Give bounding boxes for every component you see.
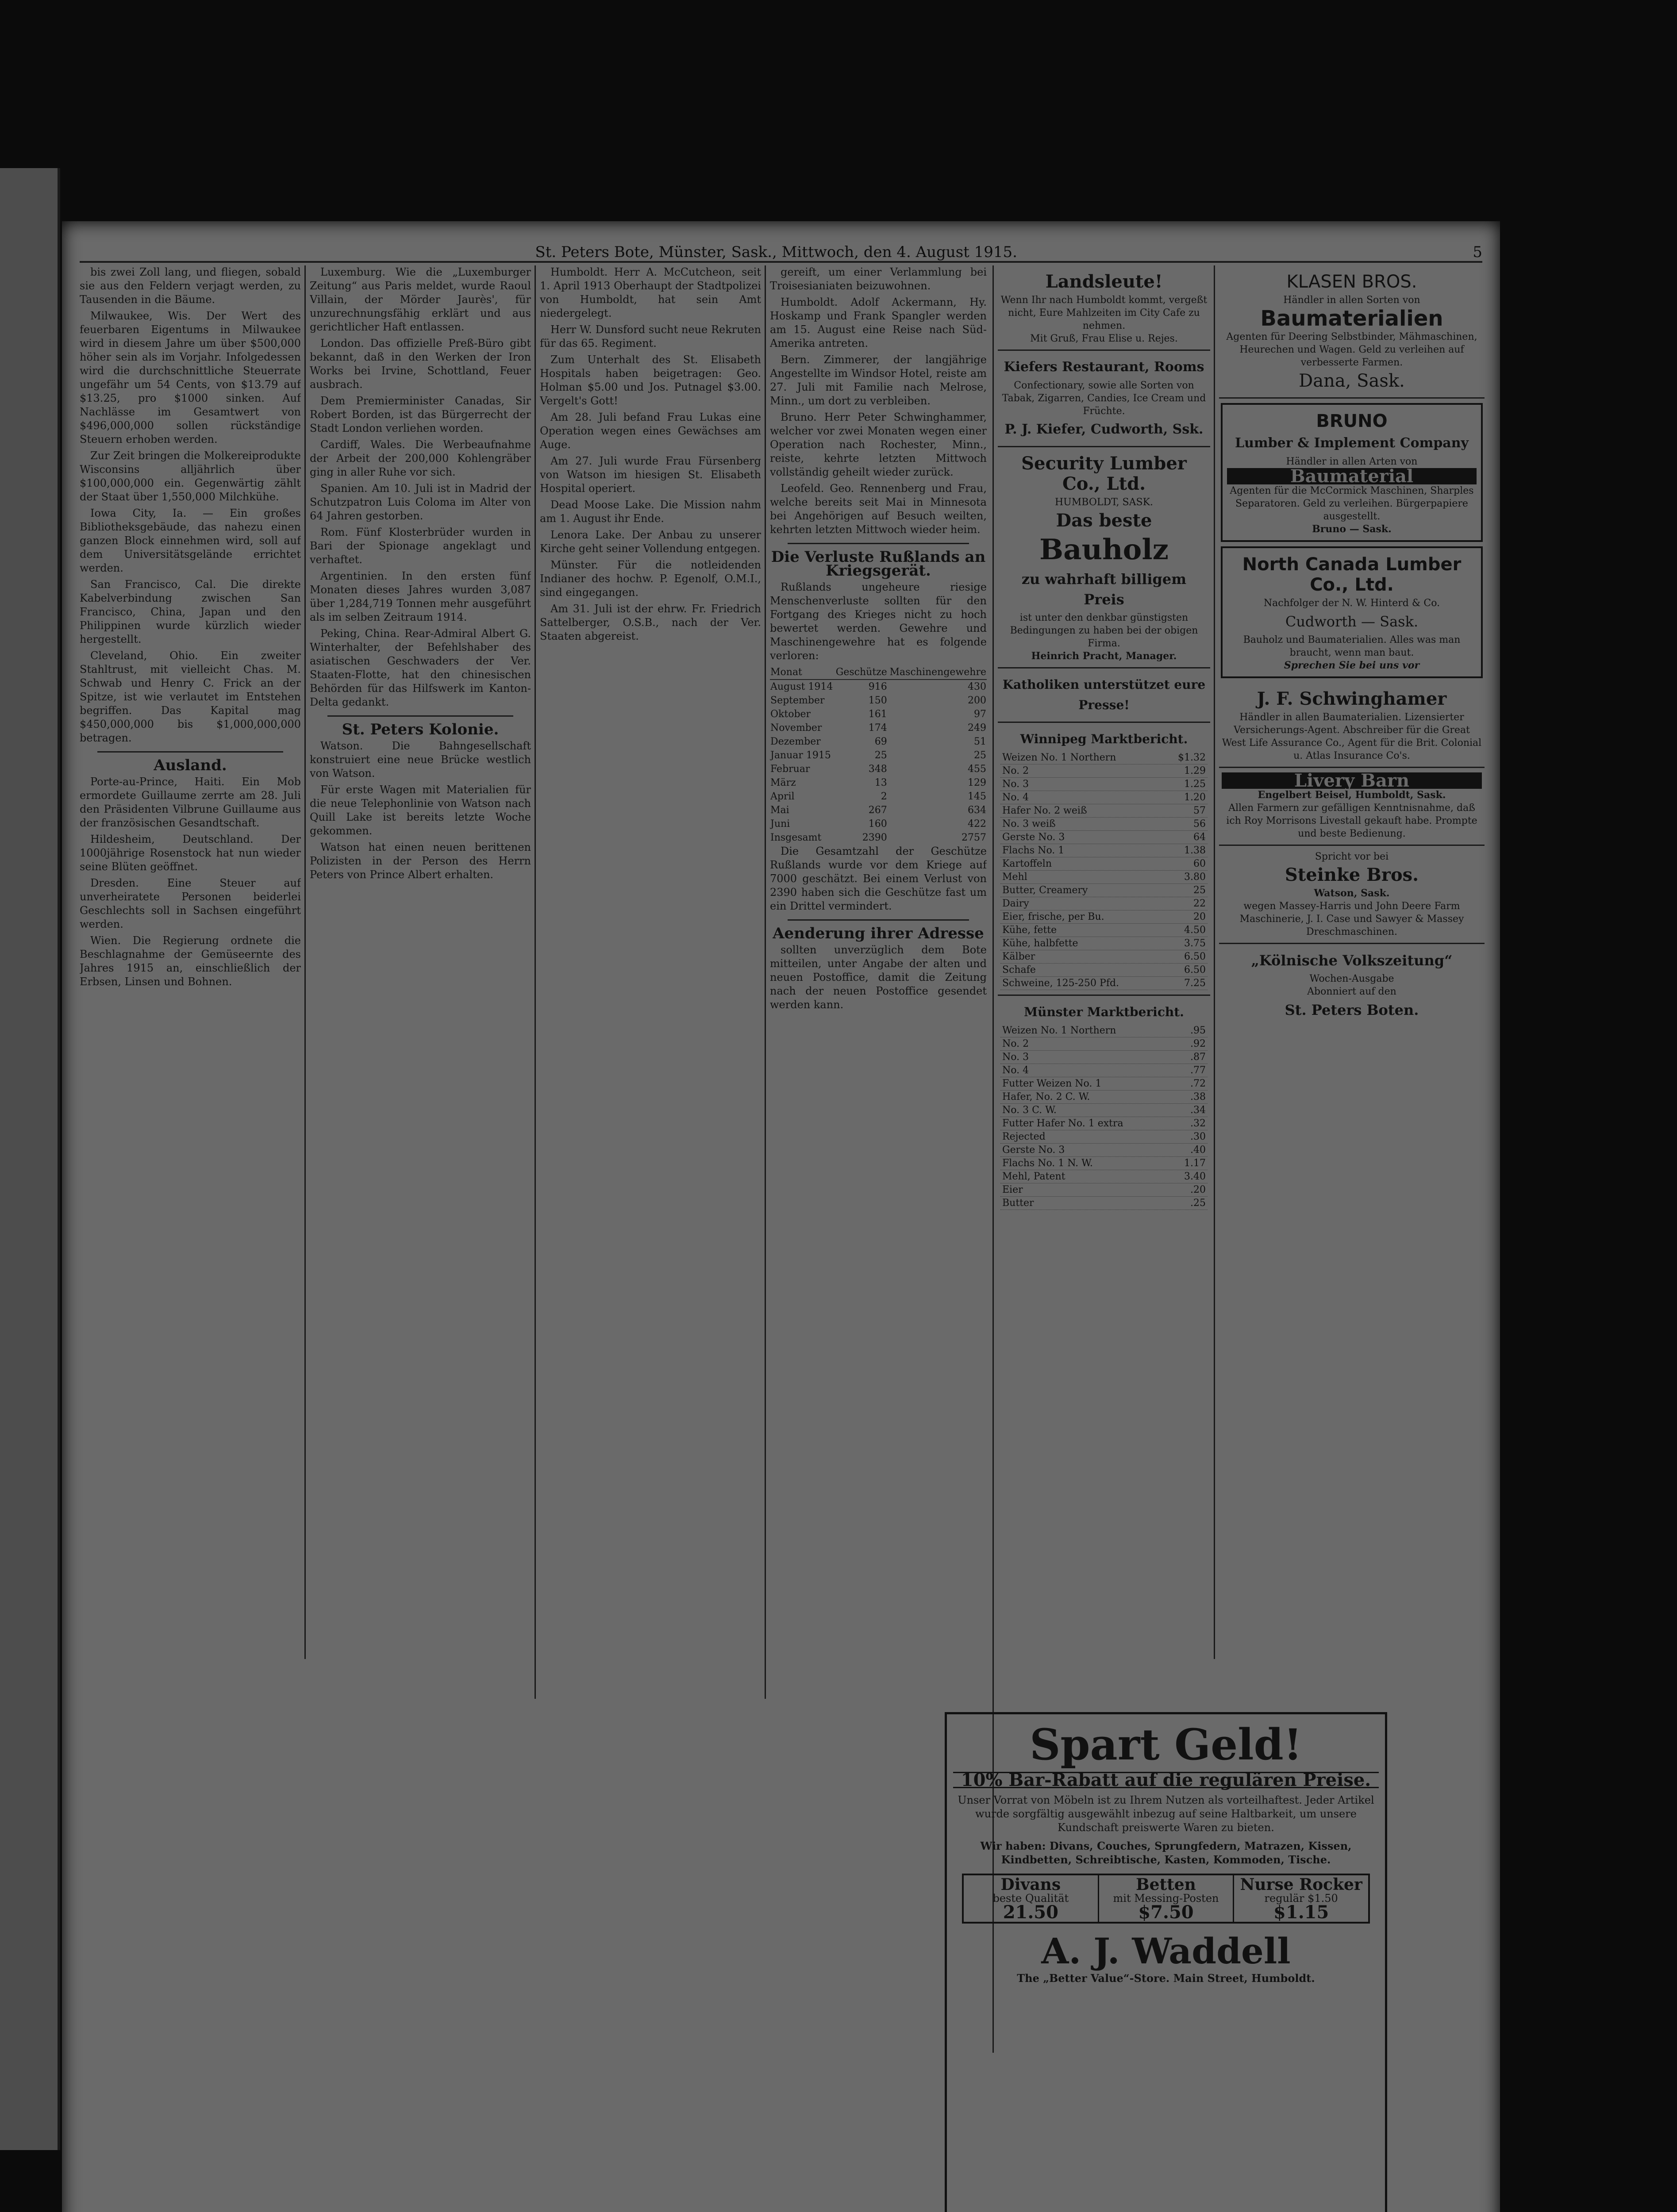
market-row xyxy=(1000,950,1208,964)
table-cell: November xyxy=(770,722,822,733)
page-header xyxy=(80,234,1482,263)
table-header-row xyxy=(770,665,987,680)
market-row xyxy=(1000,764,1208,778)
market-price: .25 xyxy=(1190,1198,1206,1209)
column-divider xyxy=(304,265,306,1659)
ad-text: Agenten für die McCormick Maschinen, Sharples Separatoren. Geld zu verleihen. Bürgerpapiere ausgestellt. xyxy=(1230,485,1474,522)
market-row xyxy=(1000,1157,1208,1170)
market-row xyxy=(1000,751,1208,764)
table-cell: 249 xyxy=(968,722,986,733)
market-item: Weizen No. 1 Northern xyxy=(1002,752,1116,763)
market-row xyxy=(1000,818,1208,831)
market-rows xyxy=(1000,751,1208,990)
price-cell-divans xyxy=(964,1875,1099,1922)
market-price: 1.25 xyxy=(1184,779,1206,790)
market-row xyxy=(1000,937,1208,950)
market-row xyxy=(1000,1024,1208,1037)
market-row xyxy=(1000,871,1208,884)
section-heading-verluste: Die Verluste Rußlands an Kriegsgerät. xyxy=(771,548,986,580)
losses-table xyxy=(770,665,987,845)
column-divider xyxy=(765,265,766,1699)
price-detail: regulär $1.50 xyxy=(1264,1892,1338,1905)
market-price: .30 xyxy=(1190,1131,1206,1142)
market-item: Futter Hafer No. 1 extra xyxy=(1002,1118,1123,1129)
market-price: 6.50 xyxy=(1184,964,1206,975)
market-item: Hafer, No. 2 C. W. xyxy=(1002,1091,1090,1102)
table-cell: 25 xyxy=(974,750,986,761)
ad-title: North Canada Lumber Co., Ltd. xyxy=(1242,554,1462,595)
article-paragraph: Iowa City, Ia. — Ein großes Bibliotheksgebäude, das nahezu einen ganzen Block einnehmen wird, soll auf dem Universitätsgelände errichtet werden. xyxy=(80,507,301,574)
market-item: Mehl xyxy=(1002,872,1027,883)
table-cell: 422 xyxy=(968,818,986,830)
market-item: Eier, frische, per Bu. xyxy=(1002,911,1104,922)
article-paragraph: Rußlands ungeheure riesige Menschenverluste sollten für den Fortgang des Krieges nicht zu hoch bewertet werden. Gewehre und Maschinengewehre hat es folgende verloren: xyxy=(770,581,987,662)
table-cell: 161 xyxy=(868,709,887,720)
ad-big-word: Bauholz xyxy=(1039,533,1169,566)
article-paragraph: Am 27. Juli wurde Frau Fürsenberg von Watson im hiesigen St. Elisabeth Hospital operiert. xyxy=(540,455,761,495)
table-cell: 430 xyxy=(968,681,986,692)
ad-landsleute xyxy=(998,265,1210,351)
ad-footer: The „Better Value“-Store. Main Street, Humboldt. xyxy=(1017,1972,1315,1985)
market-item: Kälber xyxy=(1002,951,1035,962)
article-paragraph: Humboldt. Herr A. McCutcheon, seit 1. April 1913 Oberhaupt der Stadtpolizei von Humboldt, hat sein Amt niedergelegt. xyxy=(540,266,761,319)
price-name: Nurse Rocker xyxy=(1240,1875,1362,1894)
market-price: 64 xyxy=(1193,832,1206,843)
article-paragraph: Für erste Wagen mit Materialien für die neue Telephonlinie von Watson nach Quill Lake ist bereits letzte Woche gekommen. xyxy=(310,783,531,837)
ad-text: Händler in allen Baumaterialien. Lizensierter Versicherungs-Agent. Abschreiber für die Great West Life Assurance Co., Agent für die Brit. Colonial u. Atlas Insurance Co's. xyxy=(1222,712,1482,761)
news-column-2 xyxy=(310,265,531,1699)
market-row xyxy=(1000,924,1208,937)
ad-kiefers xyxy=(998,351,1210,447)
market-row xyxy=(1000,1130,1208,1144)
market-row xyxy=(1000,1051,1208,1064)
ad-column-2 xyxy=(1219,265,1485,1659)
market-price: .20 xyxy=(1190,1184,1206,1195)
table-cell: 2757 xyxy=(962,832,986,843)
market-row xyxy=(1000,804,1208,818)
ad-place: Bruno — Sask. xyxy=(1312,523,1392,535)
article-paragraph: Dead Moose Lake. Die Mission nahm am 1. August ihr Ende. xyxy=(540,499,761,525)
ad-spart-geld xyxy=(945,1712,1387,2212)
column-header: Maschinengewehre xyxy=(888,665,987,680)
market-row xyxy=(1000,884,1208,897)
newspaper-page xyxy=(62,221,1500,2212)
ad-subtitle: 10% Bar-Rabatt auf die regulären Preise. xyxy=(953,1772,1379,1788)
price-value: $7.50 xyxy=(1138,1902,1194,1923)
market-price: 6.50 xyxy=(1184,951,1206,962)
ad-title: Landsleute! xyxy=(1045,271,1163,292)
table-row xyxy=(770,680,987,694)
ad-text: Wenn Ihr nach Humboldt kommt, vergeßt nicht, Eure Mahlzeiten im City Cafe zu nehmen. xyxy=(1000,295,1208,331)
ad-sub: Watson, Sask. xyxy=(1314,887,1390,899)
market-price: $1.32 xyxy=(1178,752,1206,763)
table-row xyxy=(770,817,987,831)
market-row xyxy=(1000,791,1208,804)
market-price: 25 xyxy=(1193,885,1206,896)
market-row xyxy=(1000,1144,1208,1157)
market-item: Mehl, Patent xyxy=(1002,1171,1065,1182)
previous-page-edge xyxy=(0,168,60,2150)
news-column-1 xyxy=(80,265,301,1659)
market-price: .95 xyxy=(1190,1025,1206,1036)
ad-security-lumber xyxy=(998,447,1210,668)
header-title: St. Peters Bote, Münster, Sask., Mittwoch, den 4. August 1915. xyxy=(535,243,1017,261)
column-divider xyxy=(535,265,536,1699)
article-paragraph: Bruno. Herr Peter Schwinghammer, welcher vor zwei Monaten wegen einer Operation nach Rochester, Minn., reiste, kehrte letzten Mittwoch vollständig geheilt wieder zurück. xyxy=(770,411,987,478)
table-cell: 13 xyxy=(874,777,887,788)
ad-text: Unser Vorrat von Möbeln ist zu Ihrem Nutzen als vorteilhaftest. Jeder Artikel wurde sorgfältig ausgewählt inbezug auf seine Haltbarkeit, um unsere Kundschaft preiswerte Waren zu bieten. xyxy=(958,1794,1374,1834)
article-paragraph: San Francisco, Cal. Die direkte Kabelverbindung zwischen San Francisco, China, Japan und den Philippinen wurde kürzlich wieder hergestellt. xyxy=(80,578,301,645)
article-paragraph: Luxemburg. Wie die „Luxemburger Zeitung“ aus Paris meldet, wurde Raoul Villain, der Mörder Jaurès', für unzurechnungsfähig erklärt und aus gerichtlicher Haft entlassen. xyxy=(310,266,531,333)
article-paragraph: Lenora Lake. Der Anbau zu unserer Kirche geht seiner Vollendung entgegen. xyxy=(540,529,761,555)
market-row xyxy=(1000,1091,1208,1104)
market-item: Butter, Creamery xyxy=(1002,885,1088,896)
section-rule xyxy=(327,715,513,717)
article-paragraph: Leofeld. Geo. Rennenberg und Frau, welche bereits seit Mai in Minnesota bei Angehörigen auf Besuch weilten, kehrten letzten Mittwoch wieder heim. xyxy=(770,482,987,536)
table-row xyxy=(770,790,987,803)
market-title: Münster Marktbericht. xyxy=(1024,1005,1184,1019)
page-number: 5 xyxy=(1473,243,1482,261)
section-heading-kolonie: St. Peters Kolonie. xyxy=(342,721,499,738)
table-total-row xyxy=(770,831,987,845)
market-item: No. 4 xyxy=(1002,792,1029,803)
table-cell: Mai xyxy=(770,805,789,816)
ad-klasen-bros xyxy=(1219,265,1485,399)
column-header: Monat xyxy=(770,665,835,680)
ad-name: P. J. Kiefer, Cudworth, Ssk. xyxy=(1004,422,1204,437)
market-price: 22 xyxy=(1193,898,1206,909)
market-row xyxy=(1000,1077,1208,1091)
market-price: 3.40 xyxy=(1184,1171,1206,1182)
ad-headline: Das beste xyxy=(1056,510,1152,531)
table-row xyxy=(770,721,987,735)
article-paragraph: Herr W. Dunsford sucht neue Rekruten für das 65. Regiment. xyxy=(540,323,761,349)
price-cell-betten xyxy=(1099,1875,1235,1922)
ad-sub: Lumber & Implement Company xyxy=(1235,435,1469,451)
market-price: .38 xyxy=(1190,1091,1206,1102)
market-price: 1.38 xyxy=(1184,845,1206,856)
table-cell: Januar 1915 xyxy=(770,750,831,761)
market-price: .34 xyxy=(1190,1105,1206,1116)
ad-text: Abonniert auf den xyxy=(1307,986,1396,997)
article-paragraph: Cardiff, Wales. Die Werbeaufnahme der Arbeit der 200,000 Kohlengräber ging in aller Ruhe vor sich. xyxy=(310,438,531,478)
ad-title: Steinke Bros. xyxy=(1285,864,1419,885)
market-item: Kartoffeln xyxy=(1002,858,1052,869)
ad-text: Bauholz und Baumaterialien. Alles was man braucht, wenn man baut. xyxy=(1243,634,1461,658)
price-detail: mit Messing-Posten xyxy=(1113,1892,1219,1905)
market-row xyxy=(1000,1117,1208,1130)
market-row xyxy=(1000,857,1208,871)
ad-line: Händler in allen Arten von xyxy=(1286,456,1418,467)
article-paragraph: Argentinien. In den ersten fünf Monaten dieses Jahres wurden 3,087 über 1,284,719 Tonnen mehr ausgeführt als im selben Zeitraum 1914. xyxy=(310,570,531,623)
ad-column-1 xyxy=(998,265,1210,1659)
article-paragraph: Bern. Zimmerer, der langjährige Angestellte im Windsor Hotel, reiste am 27. Juli mit Familie nach Melrose, Minn., um dort zu verbleiben. xyxy=(770,353,987,407)
table-cell: Dezember xyxy=(770,736,821,747)
ad-text: Allen Farmern zur gefälligen Kenntnisnahme, daß ich Roy Morrisons Livestall gekauft habe. Prompte und beste Bedienung. xyxy=(1226,803,1477,839)
table-cell: 2390 xyxy=(862,832,887,843)
market-row xyxy=(1000,977,1208,990)
market-item: Hafer No. 2 weiß xyxy=(1002,805,1087,816)
table-cell: 25 xyxy=(874,750,887,761)
market-item: Weizen No. 1 Northern xyxy=(1002,1025,1116,1036)
table-row xyxy=(770,803,987,817)
section-rule xyxy=(97,751,283,753)
ad-tag: Sprechen Sie bei uns vor xyxy=(1284,660,1420,671)
market-row xyxy=(1000,831,1208,844)
ad-title: „Kölnische Volkszeitung“ xyxy=(1251,952,1453,969)
ad-katholiken xyxy=(998,668,1210,723)
article-paragraph: bis zwei Zoll lang, und fliegen, sobald sie aus den Feldern verjagt werden, zu Tausenden in die Bäume. xyxy=(80,266,301,306)
market-row xyxy=(1000,1170,1208,1183)
market-row xyxy=(1000,778,1208,791)
table-cell: 145 xyxy=(968,791,986,802)
table-row xyxy=(770,776,987,790)
article-paragraph: Watson. Die Bahngesellschaft konstruiert eine neue Brücke westlich von Watson. xyxy=(310,740,531,780)
ad-sign: Heinrich Pracht, Manager. xyxy=(1031,650,1177,662)
price-name: Betten xyxy=(1136,1875,1196,1894)
ad-title: Livery Barn xyxy=(1222,772,1482,789)
column-header: Geschütze xyxy=(835,665,888,680)
ad-title: Spart Geld! xyxy=(1030,1720,1302,1770)
market-price: 7.25 xyxy=(1184,978,1206,989)
ad-title: J. F. Schwinghamer xyxy=(1257,688,1447,709)
section-heading-adresse: Aenderung ihrer Adresse xyxy=(773,925,984,942)
table-cell: 69 xyxy=(874,736,887,747)
table-row xyxy=(770,762,987,776)
article-paragraph: Porte-au-Prince, Haiti. Ein Mob ermordete Guillaume zerrte am 28. Juli den Präsidenten Vilbrune Guillaume aus der französischen Gesandtschaft. xyxy=(80,776,301,829)
table-row xyxy=(770,749,987,762)
article-paragraph: Dresden. Eine Steuer auf unverheiratete Personen beiderlei Geschlechts soll in Sachsen eingeführt werden. xyxy=(80,877,301,930)
ad-text: ist unter den denkbar günstigsten Bedingungen zu haben bei der obigen Firma. xyxy=(1010,612,1198,649)
section-rule xyxy=(788,919,969,921)
ad-sign: Mit Gruß, Frau Elise u. Rejes. xyxy=(1030,333,1178,344)
market-price: 4.50 xyxy=(1184,925,1206,936)
market-row xyxy=(1000,1037,1208,1051)
ad-place: Cudworth — Sask. xyxy=(1285,613,1419,630)
market-price: 57 xyxy=(1193,805,1206,816)
market-price: .77 xyxy=(1190,1065,1206,1076)
article-paragraph: sollten unverzüglich dem Bote mitteilen, unter Angabe der alten und neuen Postoffice, damit die Zeitung nach der neuen Postoffice gesendet werden kann. xyxy=(770,944,987,1011)
market-price: 20 xyxy=(1193,911,1206,922)
market-price: 1.29 xyxy=(1184,765,1206,776)
ad-bruno-lumber xyxy=(1221,403,1483,542)
table-cell: Oktober xyxy=(770,709,811,720)
ad-title: Kiefers Restaurant, Rooms xyxy=(1004,359,1204,375)
ad-big-word: Baumaterial xyxy=(1227,468,1477,484)
price-detail: beste Qualität xyxy=(992,1892,1069,1905)
price-box xyxy=(962,1874,1370,1924)
table-cell: 2 xyxy=(881,791,887,802)
market-title: Winnipeg Marktbericht. xyxy=(1020,732,1188,746)
article-paragraph: Cleveland, Ohio. Ein zweiter Stahltrust, mit vielleicht Chas. M. Schwab und Henry C. Frick an der Spitze, ist wie verlautet im Entstehen begriffen. Das Kapital mag $450,000,000 bis $1,000,000,000 betragen. xyxy=(80,649,301,744)
article-paragraph: Rom. Fünf Klosterbrüder wurden in Bari der Spionage angeklagt und verhaftet. xyxy=(310,526,531,566)
market-row xyxy=(1000,1183,1208,1197)
ad-sign: St. Peters Boten. xyxy=(1285,1002,1419,1018)
market-item: No. 2 xyxy=(1002,765,1029,776)
article-paragraph: Wien. Die Regierung ordnete die Beschlagnahme der Gemüseernte des Jahres 1915 an, einschließlich der Erbsen, Linsen und Bohnen. xyxy=(80,934,301,988)
table-cell: 97 xyxy=(974,709,986,720)
news-column-3 xyxy=(540,265,761,1699)
market-item: No. 3 xyxy=(1002,779,1029,790)
market-item: Kühe, halbfette xyxy=(1002,938,1078,949)
ad-sub: Engelbert Beisel, Humboldt, Sask. xyxy=(1258,789,1446,801)
column-divider xyxy=(1214,265,1215,1659)
market-item: No. 3 xyxy=(1002,1052,1029,1063)
table-cell: April xyxy=(770,791,795,802)
market-price: .72 xyxy=(1190,1078,1206,1089)
ad-livery-barn xyxy=(1219,768,1485,846)
article-paragraph: Zur Zeit bringen die Molkereiprodukte Wisconsins alljährlich über $100,000,000 ein. Gegenwärtig zählt der Staat über 1,550,000 Milchkühe. xyxy=(80,449,301,503)
market-row xyxy=(1000,1104,1208,1117)
ad-line: Spricht vor bei xyxy=(1315,851,1389,862)
ad-text: wegen Massey-Harris und John Deere Farm Maschinerie, J. I. Case und Sawyer & Massey Dreschmaschinen. xyxy=(1239,901,1464,937)
table-cell: 916 xyxy=(868,681,887,692)
ad-list: Wir haben: Divans, Couches, Sprungfedern, Matrazen, Kissen, Kindbetten, Schreibtische, Kasten, Kommoden, Tische. xyxy=(980,1839,1352,1866)
article-paragraph: Watson hat einen neuen berittenen Polizisten in der Person des Herrn Peters von Prince Albert erhalten. xyxy=(310,841,531,881)
article-paragraph: London. Das offizielle Preß-Büro gibt bekannt, daß in den Werken der Iron Works bei Irvine, Schottland, Feuer ausbrach. xyxy=(310,337,531,391)
ad-place: Dana, Sask. xyxy=(1299,371,1405,391)
table-cell: Juni xyxy=(770,818,790,830)
table-cell: September xyxy=(770,695,825,706)
article-paragraph: Am 31. Juli ist der ehrw. Fr. Friedrich Sattelberger, O.S.B., nach der Ver. Staaten abgereist. xyxy=(540,603,761,642)
ad-text: Confectionary, sowie alle Sorten von Tabak, Zigarren, Candies, Ice Cream und Früchte. xyxy=(1002,380,1206,417)
table-cell: 174 xyxy=(868,722,887,733)
market-price: 3.75 xyxy=(1184,938,1206,949)
article-paragraph: Humboldt. Adolf Ackermann, Hy. Hoskamp und Frank Spangler werden am 15. August eine Reise nach Süd-Amerika antreten. xyxy=(770,296,987,349)
ad-place: HUMBOLDT, SASK. xyxy=(1055,497,1153,508)
market-item: Gerste No. 3 xyxy=(1002,832,1065,843)
market-price: 56 xyxy=(1193,818,1206,830)
market-price: 1.20 xyxy=(1184,792,1206,803)
market-item: Schweine, 125-250 Pfd. xyxy=(1002,978,1119,989)
article-paragraph: Milwaukee, Wis. Der Wert des feuerbaren Eigentums in Milwaukee wird in diesem Jahre um über $500,000 höher sein als im Vorjahr. Infolgedessen wird die durchschnittliche Steuerrate ungefähr um 54 Cents, von $13.79 auf $13.25, pro $1000 sinken. Auf Nachlässe im Gesamtwert von $496,000,000 sollen rückständige Steuern erhoben werden. xyxy=(80,310,301,445)
price-value: $1.15 xyxy=(1273,1902,1329,1923)
market-price: .32 xyxy=(1190,1118,1206,1129)
market-item: Butter xyxy=(1002,1198,1034,1209)
ad-steinke-bros xyxy=(1219,846,1485,944)
ad-title: BRUNO xyxy=(1316,411,1388,431)
market-item: No. 2 xyxy=(1002,1038,1029,1049)
table-cell: August 1914 xyxy=(770,681,833,692)
table-cell: 267 xyxy=(868,805,887,816)
table-cell: 348 xyxy=(868,764,887,775)
market-item: No. 3 weiß xyxy=(1002,818,1056,830)
article-paragraph: Die Gesamtzahl der Geschütze Rußlands wurde vor dem Kriege auf 7000 geschätzt. Bei einem Verlust von 2390 haben sich die Geschütze fast um ein Drittel vermindert. xyxy=(770,845,987,912)
ad-sub: Wochen-Ausgabe xyxy=(1309,973,1394,984)
article-paragraph: Hildesheim, Deutschland. Der 1000jährige Rosenstock hat nun wieder seine Blüten geöffnet. xyxy=(80,833,301,873)
ad-schwinghamer xyxy=(1219,683,1485,768)
market-item: Flachs No. 1 xyxy=(1002,845,1065,856)
table-cell: 150 xyxy=(868,695,887,706)
table-cell: 634 xyxy=(968,805,986,816)
market-price: .92 xyxy=(1190,1038,1206,1049)
price-value: 21.50 xyxy=(1003,1902,1058,1923)
article-paragraph: Am 28. Juli befand Frau Lukas eine Operation wegen eines Gewächses am Auge. xyxy=(540,411,761,451)
market-item: No. 3 C. W. xyxy=(1002,1105,1057,1116)
table-row xyxy=(770,707,987,721)
article-paragraph: Zum Unterhalt des St. Elisabeth Hospitals haben beigetragen: Geo. Holman $5.00 und Jos. Putnagel $3.00. Vergelt's Gott! xyxy=(540,353,761,407)
ad-line: zu wahrhaft billigem Preis xyxy=(1021,571,1187,608)
price-cell-nurse-rocker xyxy=(1234,1875,1368,1922)
market-item: Schafe xyxy=(1002,964,1036,975)
market-winnipeg xyxy=(998,723,1210,996)
market-row xyxy=(1000,964,1208,977)
losses-table-body xyxy=(770,680,987,831)
table-row xyxy=(770,735,987,749)
market-price: 60 xyxy=(1193,858,1206,869)
ad-title: Security Lumber Co., Ltd. xyxy=(1021,453,1187,494)
ad-big-word: Baumaterialien xyxy=(1260,306,1443,331)
market-row xyxy=(1000,1197,1208,1210)
market-price: .40 xyxy=(1190,1144,1206,1156)
article-paragraph: Dem Premierminister Canadas, Sir Robert Borden, ist das Bürgerrecht der Stadt London verliehen worden. xyxy=(310,395,531,434)
market-price: .87 xyxy=(1190,1052,1206,1063)
ad-title: Katholiken unterstützet eure Presse! xyxy=(1002,677,1206,712)
table-cell: 200 xyxy=(968,695,986,706)
table-cell: 129 xyxy=(968,777,986,788)
table-cell: 455 xyxy=(968,764,986,775)
article-paragraph: Spanien. Am 10. Juli ist in Madrid der Schutzpatron Luis Coloma im Alter von 64 Jahren gestorben. xyxy=(310,482,531,522)
ad-text: Agenten für Deering Selbstbinder, Mähmaschinen, Heurechen und Wagen. Geld zu verleihen auf verbesserte Farmen. xyxy=(1226,331,1477,368)
market-item: Futter Weizen No. 1 xyxy=(1002,1078,1102,1089)
table-cell: März xyxy=(770,777,796,788)
table-row xyxy=(770,694,987,707)
market-rows xyxy=(1000,1024,1208,1210)
firm-name: A. J. Waddell xyxy=(1041,1930,1291,1972)
ad-north-canada-lumber xyxy=(1221,546,1483,678)
market-item: Flachs No. 1 N. W. xyxy=(1002,1158,1093,1169)
market-row xyxy=(1000,844,1208,857)
table-cell: Februar xyxy=(770,764,810,775)
market-price: 3.80 xyxy=(1184,872,1206,883)
market-price: 1.17 xyxy=(1184,1158,1206,1169)
article-paragraph: Münster. Für die notleidenden Indianer des hochw. P. Egenolf, O.M.I., sind eingegangen. xyxy=(540,559,761,599)
section-heading-ausland: Ausland. xyxy=(154,757,227,774)
market-item: Rejected xyxy=(1002,1131,1046,1142)
market-row xyxy=(1000,897,1208,910)
ad-title: KLASEN BROS. xyxy=(1286,272,1417,292)
ad-line: Händler in allen Sorten von xyxy=(1283,295,1420,306)
market-item: No. 4 xyxy=(1002,1065,1029,1076)
table-cell: 51 xyxy=(974,736,986,747)
ad-sub: Nachfolger der N. W. Hinterd & Co. xyxy=(1263,598,1440,609)
article-paragraph: Peking, China. Rear-Admiral Albert G. Winterhalter, der Befehlshaber des asiatischen Geschwaders der Ver. Staaten-Flotte, hat den chinesischen Behörden für das Hilfswerk im Kanton-Delta gedankt. xyxy=(310,627,531,708)
ad-koelnische-volkszeitung xyxy=(1219,944,1485,1026)
market-item: Kühe, fette xyxy=(1002,925,1057,936)
table-cell: 160 xyxy=(868,818,887,830)
price-name: Divans xyxy=(1000,1875,1061,1894)
market-muenster xyxy=(998,996,1210,1214)
section-rule xyxy=(788,543,969,544)
article-paragraph: gereift, um einer Verlammlung bei Troisesianiaten beizuwohnen. xyxy=(770,266,987,292)
market-item: Eier xyxy=(1002,1184,1023,1195)
market-row xyxy=(1000,910,1208,924)
market-item: Gerste No. 3 xyxy=(1002,1144,1065,1156)
market-item: Dairy xyxy=(1002,898,1029,909)
table-cell: Insgesamt xyxy=(770,832,822,843)
market-row xyxy=(1000,1064,1208,1077)
